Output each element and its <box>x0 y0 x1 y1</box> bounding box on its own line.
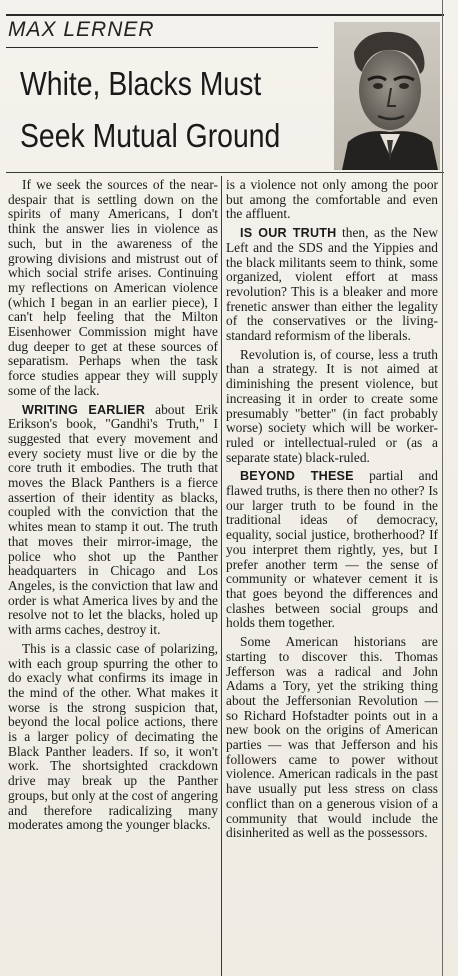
paragraph-text: then, as the New Left and the SDS and the Yippies and the black militants seem to think, some organized, violent effort at mass revolution? This is a bleaker and more frenetic answer than either the legality of the conservatives or the living-standard reformism of the liberals. <box>226 225 438 344</box>
header-divider <box>6 172 444 173</box>
byline-rule <box>6 47 318 48</box>
paragraph: This is a classic case of polarizing, with each group spurring the other to do exacly what confirms its image in the mind of the other. What makes it worse is the strong suspicion that, beyond the local police actions, there is a larger policy of decimating the Black Panther leaders. If so, it won't work. The shortsighted crackdown drive may break up the Panther groups, but only at the cost of angering and therefore radicalizing many moderates among the younger blacks. <box>8 640 218 833</box>
headline-line-2: Seek Mutual Ground <box>20 117 281 154</box>
subhead-lead: WRITING EARLIER <box>22 402 146 417</box>
paragraph <box>226 226 438 344</box>
top-rule <box>6 14 444 16</box>
subhead-lead: BEYOND THESE <box>240 469 354 484</box>
paragraph: Some American historians are starting to discover this. Thomas Jefferson was a radical and John Adams a Tory, yet the striking thing about the Jeffersonian Revolution — so Richard Hofstadter points out in a new book on the origins of American parties — was that Jefferson and his followers came to power without violence. American radicals in the past have usually put less stress on class conflict than on a generous vision of a community that would include the disinherited as well as the possessors. <box>226 634 438 841</box>
column-rule <box>221 176 222 976</box>
paragraph-text: partial and flawed truths, is there then no other? Is our larger truth to be found in the traditional ideas of democracy, equality, social justice, brotherhood? If you interpret them rightly, yes, but I prefer another term — the sense of community or whatever cement it is that goes beyond the differences and clashes between social groups and holds them together. <box>226 468 438 631</box>
paragraph: Revolution is, of course, less a truth than a strategy. It is not aimed at diminishing the present violence, but increasing it in order to create some presumably "better" (in fact probably worse) society which will be worker-ruled or intellectual-ruled or (as a separate state) black-ruled. <box>226 346 438 465</box>
paragraph: If we seek the sources of the near-despair that is settling down on the spirits of many Americans, I don't think the answer lies in violence as such, but in the awareness of the growing divisions and mistrust out of which social strife arises. Continuing my reflections on American violence (which I began in an earlier piece), I can't help feeling that the Milton Eisenhower Commission might have dug deeper to get at these sources of separatism. Perhaps when the task force studies appear they will supply some of the lack. <box>8 177 218 398</box>
paragraph-text: about Erik Erikson's book, "Gandhi's Truth," I suggested that every movement and every society must live or die by the core truth it embodies. The truth that moves the Black Panthers is a fierce assertion of their identity as blacks, coupled with the conviction that the whites mean to stamp it out. The truth that moves their mirror-image, the police who shot up the Panther headquarters in Chicago and Los Angeles, is the conviction that law and order is what America lives by and the resolve not to let the blacks, holed up with arms caches, destroy it. <box>8 401 218 638</box>
paragraph: is a violence not only among the poor but among the comfortable and even the affluent. <box>226 177 438 222</box>
article-column-right <box>226 178 438 845</box>
headline-line-1: White, Blacks Must <box>20 65 262 102</box>
paragraph <box>8 403 218 638</box>
article-column-left <box>8 178 218 837</box>
subhead-lead: IS OUR TRUTH <box>240 226 337 241</box>
author-portrait-icon <box>334 22 440 170</box>
clipping-edge <box>442 0 443 976</box>
byline: MAX LERNER <box>8 18 155 41</box>
paragraph <box>226 469 438 631</box>
author-portrait-photo <box>334 22 440 170</box>
headline <box>20 58 281 162</box>
